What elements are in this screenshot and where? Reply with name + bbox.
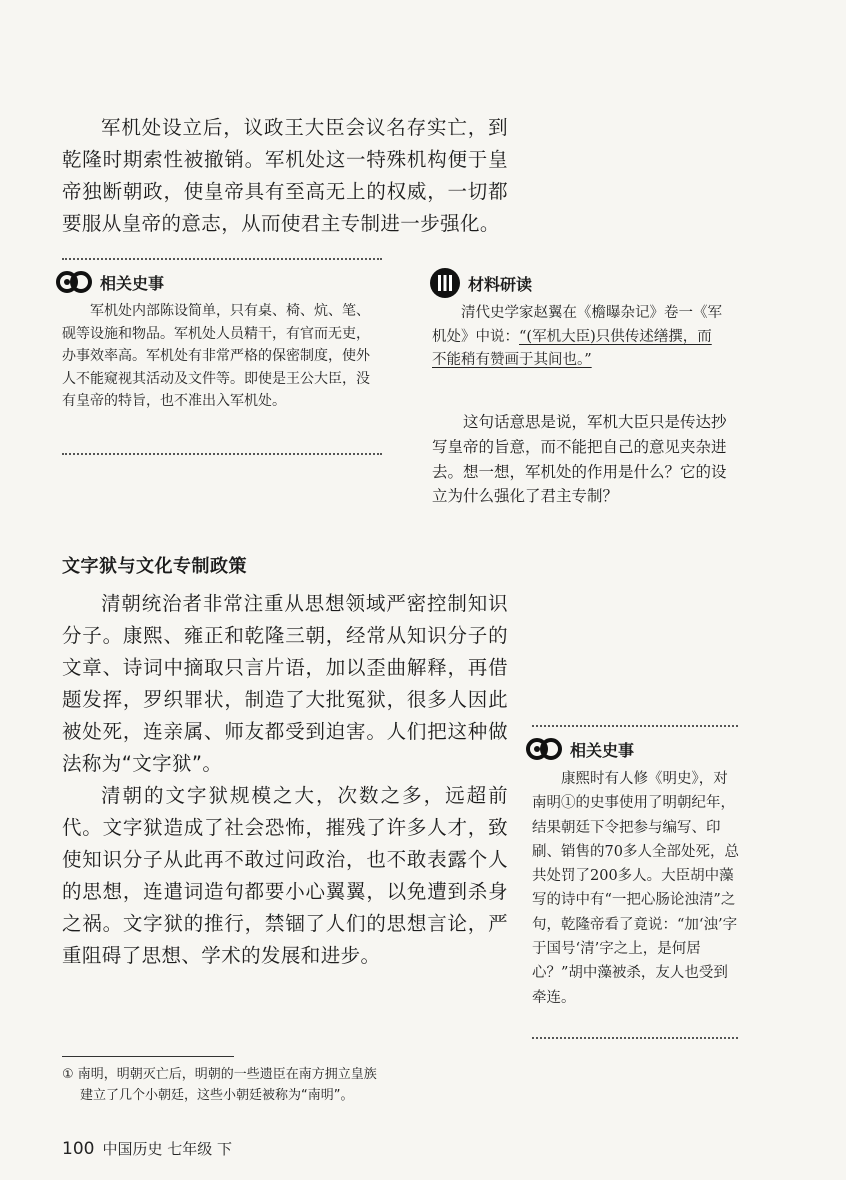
material-header (428, 266, 532, 300)
footnote (62, 1064, 502, 1106)
material-title: 材料研读 (468, 274, 533, 294)
footnote-line1: 南明，明朝灭亡后，明朝的一些遗臣在南方拥立皇族 (77, 1067, 377, 1082)
related2-header (526, 733, 634, 765)
footnote-marker: ① (62, 1067, 74, 1082)
material-explanation-text: 这句话意思是说，军机大臣只是传达抄写皇帝的旨意，而不能把自己的意见夹杂进去。想一想，军机处的作用是什么？它的设立为什么强化了君主专制？ (432, 413, 727, 506)
footnote-line2: 建立了几个小朝廷，这些小朝廷被称为“南明”。 (80, 1088, 354, 1103)
related-events-icon (56, 266, 94, 298)
material-quote-underlined: “(军机大臣)只供传述缮撰，而不能稍有赞画于其间也。” (432, 328, 712, 368)
related1-top-rule (62, 258, 382, 260)
related2-bottom-rule (532, 1037, 738, 1039)
related1-title: 相关史事 (100, 273, 165, 293)
related2-text: 康熙时有人修《明史》，对南明①的史事使用了明朝纪年，结果朝廷下令把参与编写、印刷、销售的70多人全部处死，总共处罚了200多人。大臣胡中藻写的诗中有“一把心肠论浊清”之句，乾隆帝看了竟说：“加‘浊’字于国号‘清’字之上，是何居心？”胡中藻被杀，友人也受到牵连。 (532, 771, 739, 1006)
related2-title: 相关史事 (570, 740, 635, 760)
section-title: 文字狱与文化专制政策 (62, 556, 247, 577)
footnote-rule (62, 1056, 234, 1057)
section-para2: 清朝的文字狱规模之大，次数之多，远超前代。文字狱造成了社会恐怖，摧残了许多人才，致使知识分子从此再不敢过问政治，也不敢表露个人的思想，连遣词造句都要小心翼翼，以免遭到杀身之祸。文字狱的推行，禁锢了人们的思想言论，严重阻碍了思想、学术的发展和进步。 (62, 784, 508, 967)
material-quote-lead: 清代史学家赵翼在《檐曝杂记》卷一《军机处》中说： (432, 305, 722, 345)
related-events-icon (526, 733, 564, 765)
related2-body (532, 767, 740, 1010)
book-title: 中国历史 七年级 下 (102, 1140, 232, 1158)
related1-bottom-rule (62, 453, 382, 455)
page-number: 100 (62, 1139, 95, 1159)
material-quote (432, 302, 724, 373)
material-explanation (432, 410, 732, 509)
intro-text: 军机处设立后，议政王大臣会议名存实亡，到乾隆时期索性被撤销。军机处这一特殊机构便于皇帝独断朝政，使皇帝具有至高无上的权威，一切都要服从皇帝的意志，从而使君主专制进一步强化。 (62, 116, 508, 235)
related2-top-rule (532, 725, 738, 727)
section-body (62, 588, 508, 972)
material-reading-icon (428, 266, 462, 300)
section-para1: 清朝统治者非常注重从思想领域严密控制知识分子。康熙、雍正和乾隆三朝，经常从知识分子的文章、诗词中摘取只言片语，加以歪曲解释，再借题发挥，罗织罪状，制造了大批冤狱，很多人因此被处死，连亲属、师友都受到迫害。人们把这种做法称为“文字狱”。 (62, 592, 508, 775)
related1-text: 军机处内部陈设简单，只有桌、椅、炕、笔、砚等设施和物品。军机处人员精干，有官而无吏，办事效率高。军机处有非常严格的保密制度，使外人不能窥视其活动及文件等。即使是王公大臣，没有皇帝的特旨，也不准出入军机处。 (62, 303, 370, 410)
related1-header (56, 266, 164, 298)
intro-paragraph (62, 112, 508, 240)
related1-body (62, 300, 382, 413)
page-footer (62, 1138, 232, 1159)
